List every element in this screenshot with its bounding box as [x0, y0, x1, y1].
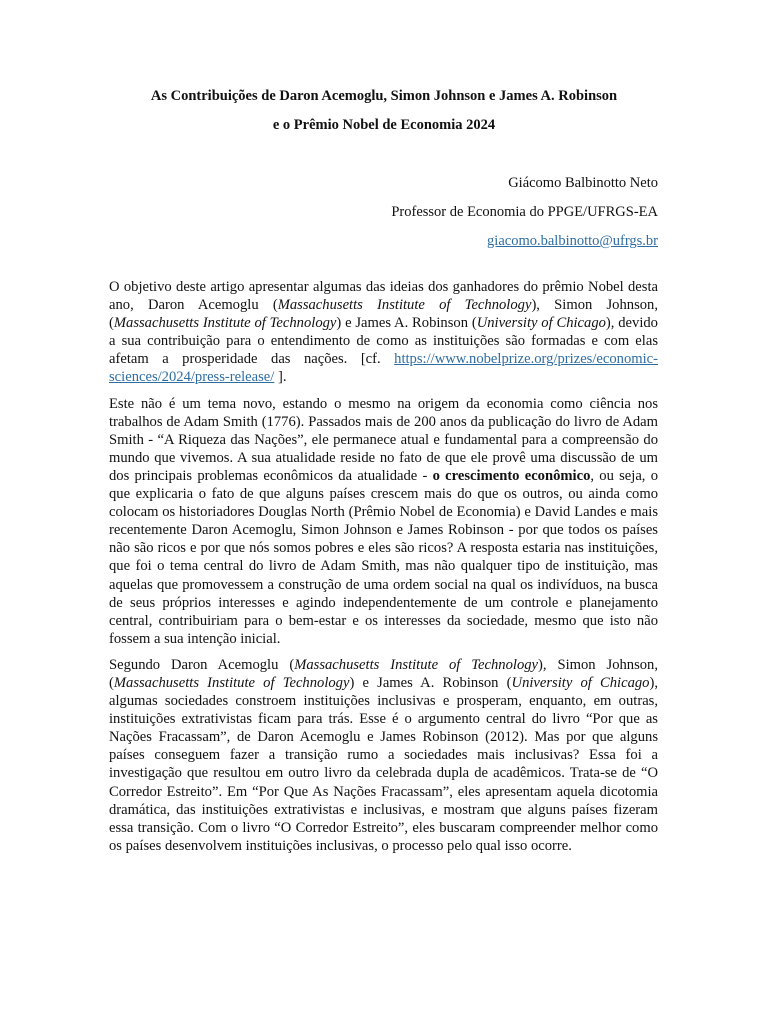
p3-text-2: ), Simon Johnson, ( [109, 656, 659, 691]
p3-text-3: ) e James A. Robinson ( [349, 674, 512, 691]
title-line-2: e o Prêmio Nobel de Economia 2024 [272, 117, 496, 133]
author-name: Giácomo Balbinotto Neto [508, 175, 658, 191]
paragraph-2 [109, 395, 658, 648]
p2-text-2: , ou seja, o que explicaria o fato de que alguns países crescem mais do que os outros, ou ainda como colocam os historiadores Douglas North (Prêmio Nobel de Economia) e David Landes e mais recentemente Daron Acemoglu, Simon Johnson e James Robinson - por que todos os países não são ricos e por que nós somos pobres e eles são ricos? A resposta estaria nas instituições, que foi o tema central do livro de Adam Smith, mas não qualquer tipo de instituição, mas aquelas que promovessem a construção de uma ordem social na qual os indivíduos, na busca de seus próprios interesses e agindo independentemente de um controle e planejamento central, contribuiriam para o bem-estar e os interesses da sociedade, mesmo que isto não fossem a sua intenção inicial. [109, 467, 658, 647]
p1-text-3: ) e James A. Robinson ( [336, 315, 477, 332]
paragraph-3 [109, 656, 658, 855]
p3-text-1: Segundo Daron Acemoglu ( [109, 656, 295, 673]
p1-text-4: ), devido a sua contribuição para o entendimento de como as instituições são formadas e com elas afetam a prosperidade das nações. [cf. [109, 315, 658, 368]
p1-institution-2: Massachusetts Institute of Technology [113, 315, 337, 332]
p3-text-4: ), algumas sociedades constroem instituições inclusivas e prosperam, enquanto, em outras, instituições extrativistas ficam para trás. Esse é o argumento central do livro “Por que as Nações Fracassam”, de Daron Acemoglu e James Robinson (2012). Mas por que alguns países conseguem fazer a transição rumo a sociedades mais inclusivas? Essa foi a investigação que resultou em outro livro da celebrada dupla de acadêmicos. Trata-se de “O Corredor Estreito”. Em “Por Que As Nações Fracassam”, eles apresentam aquela dicotomia dramática, das instituições extrativistas e inclusivas, e mostram que alguns países fizeram essa transição. Com o livro “O Corredor Estreito”, eles buscaram compreender melhor como os países desenvolvem instituições inclusivas, o processo pelo qual isso ocorre. [109, 674, 658, 854]
p1-text-1: O objetivo deste artigo apresentar algumas das ideias dos ganhadores do prêmio Nobel desta ano, Daron Acemoglu ( [109, 279, 658, 314]
p1-institution-1: Massachusetts Institute of Technology [277, 297, 532, 314]
author-block [391, 169, 658, 256]
article-body [109, 278, 658, 863]
author-email-link[interactable]: giacomo.balbinotto@ufrgs.br [487, 233, 658, 249]
p2-text-1: Este não é um tema novo, estando o mesmo na origem da economia como ciência nos trabalhos de Adam Smith (1776). Passados mais de 200 anos da publicação do livro de Adam Smith - “A Riqueza das Nações”, ele permanece atual e fundamental para a compreensão do mundo que vivemos. A sua atualidade reside no fato de que ele provê uma discussão de um dos principais problemas econômicos da atualidade - [109, 395, 658, 484]
p1-text-5: ]. [274, 369, 287, 386]
p1-text-2: ), Simon Johnson, ( [109, 297, 658, 332]
title-line-1: As Contribuições de Daron Acemoglu, Simon Johnson e James A. Robinson [150, 88, 618, 104]
p3-institution-2: Massachusetts Institute of Technology [113, 674, 350, 691]
author-position: Professor de Economia do PPGE/UFRGS-EA [391, 204, 658, 220]
p1-institution-3: University of Chicago [476, 315, 606, 332]
nobel-press-release-link[interactable]: https://www.nobelprize.org/prizes/economic-sciences/2024/press-release/ [109, 351, 658, 386]
paragraph-1 [109, 278, 658, 387]
p3-institution-3: University of Chicago [511, 674, 650, 691]
p2-bold-term: o crescimento econômico [432, 467, 591, 484]
p3-institution-1: Massachusetts Institute of Technology [294, 656, 539, 673]
